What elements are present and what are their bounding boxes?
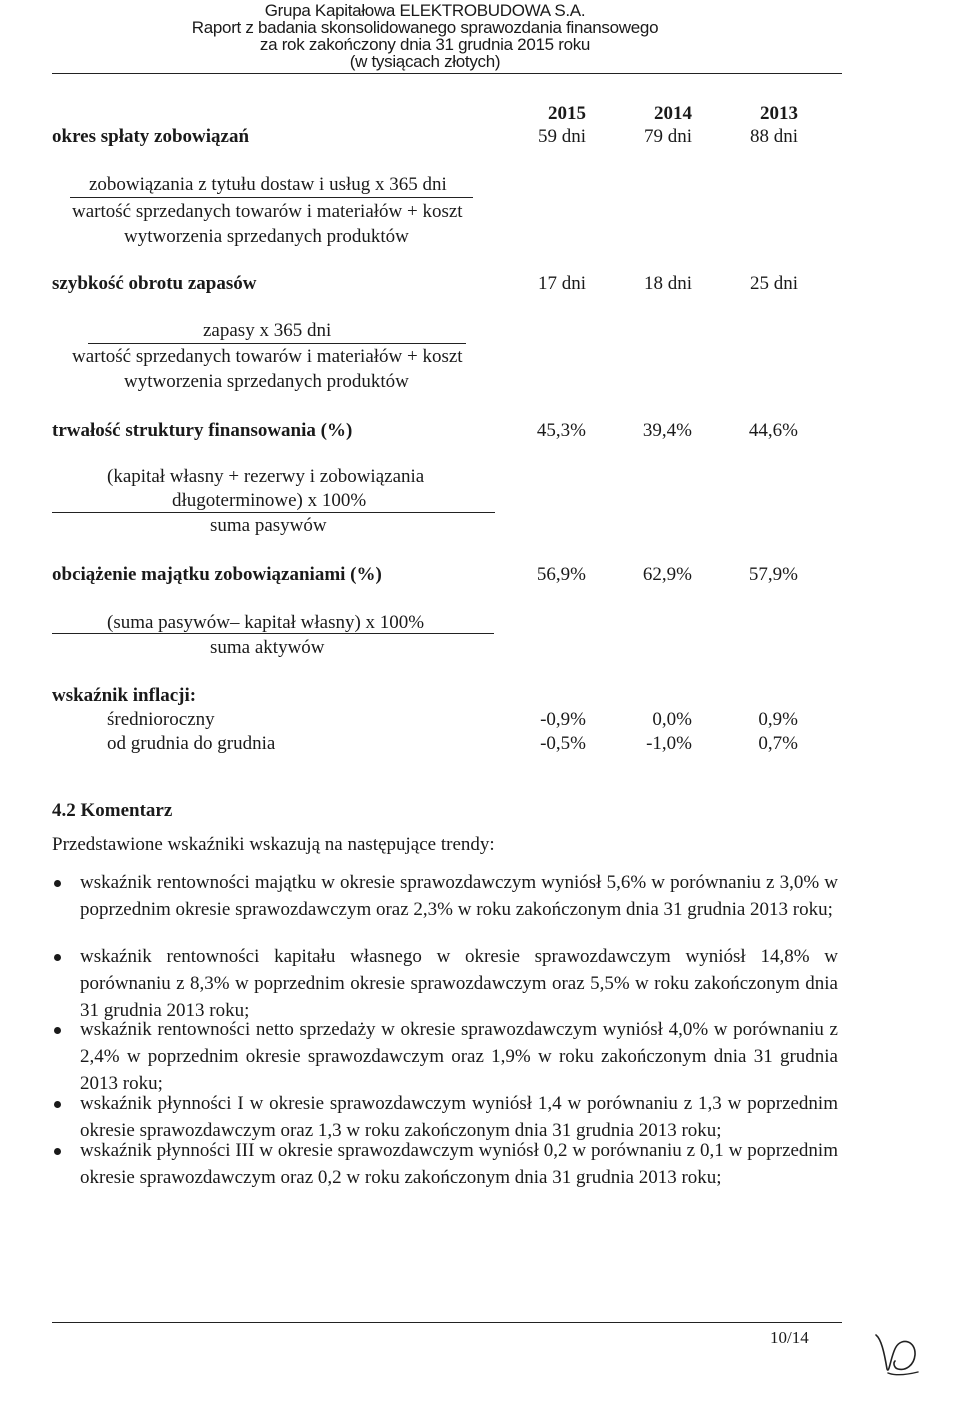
ratio-label-inventory-turnover: szybkość obrotu zapasów (52, 273, 257, 294)
bullet-dot (54, 1027, 61, 1034)
ratio-value: 17 dni (537, 273, 586, 294)
year-header-2015: 2015 (548, 103, 586, 124)
formula-numerator: zobowiązania z tytułu dostaw i usług x 365 dni (89, 174, 447, 195)
formula-fraction-line (70, 197, 473, 198)
inflation-value: -0,9% (540, 709, 586, 730)
ratio-label-payables-period: okres spłaty zobowiązań (52, 126, 250, 147)
commentary-bullet: wskaźnik płynności I w okresie sprawozdawczym wyniósł 1,4 w porównaniu z 1,3 w poprzednim okresie sprawozdawczym oraz 1,3 w roku zakończonym dnia 31 grudnia 2013 roku; (80, 1093, 838, 1141)
bullet-dot (54, 1148, 61, 1155)
commentary-bullet: wskaźnik rentowności kapitału własnego w okresie sprawozdawczym wyniósł 14,8% w porównaniu z 8,3% w poprzednim okresie sprawozdawczym oraz 5,5% w roku zakończonym dnia 31 grudnia 2013 roku; (80, 946, 838, 1021)
ratio-value: 57,9% (748, 564, 798, 585)
ratio-value: 18 dni (643, 273, 692, 294)
formula-denominator: wytworzenia sprzedanych produktów (124, 226, 409, 247)
page-number: 10/14 (770, 1328, 809, 1347)
ratio-value: 62,9% (642, 564, 692, 585)
inflation-value: -1,0% (646, 733, 692, 754)
ratio-value: 39,4% (642, 420, 692, 441)
bullet-dot (54, 1101, 61, 1108)
inflation-row-label: średnioroczny (107, 709, 215, 730)
ratio-value: 88 dni (749, 126, 798, 147)
formula-numerator: długoterminowe) x 100% (172, 490, 367, 511)
formula-denominator: suma pasywów (210, 515, 327, 536)
currency-note: (w tysiącach złotych) (349, 52, 501, 71)
formula-denominator: suma aktywów (210, 637, 325, 658)
footer-divider (52, 1322, 842, 1323)
bullet-dot (54, 880, 61, 887)
inflation-label: wskaźnik inflacji: (52, 685, 197, 706)
formula-fraction-line (88, 343, 466, 344)
ratio-label-financing-stability: trwałość struktury finansowania (%) (52, 420, 353, 441)
inflation-value: -0,5% (540, 733, 586, 754)
inflation-row-label: od grudnia do grudnia (107, 733, 276, 754)
commentary-bullet: wskaźnik rentowności netto sprzedaży w okresie sprawozdawczym wyniósł 4,0% w porównaniu z 2,4% w poprzednim okresie sprawozdawczym oraz 1,9% w roku zakończonym dnia 31 grudnia 2013 roku; (80, 1019, 838, 1094)
ratio-value: 25 dni (749, 273, 798, 294)
formula-numerator: (kapitał własny + rezerwy i zobowiązania (107, 466, 425, 487)
company-name: Grupa Kapitałowa ELEKTROBUDOWA S.A. (264, 1, 586, 20)
section-heading: 4.2 Komentarz (52, 800, 173, 821)
inflation-value: 0,9% (758, 709, 798, 730)
commentary-bullet: wskaźnik płynności III w okresie sprawozdawczym wyniósł 0,2 w porównaniu z 0,1 w poprzednim okresie sprawozdawczym oraz 0,2 w roku zakończonym dnia 31 grudnia 2013 roku; (80, 1140, 838, 1188)
formula-numerator: (suma pasywów– kapitał własny) x 100% (107, 612, 425, 633)
ratio-value: 79 dni (643, 126, 692, 147)
report-title: Raport z badania skonsolidowanego sprawozdania finansowego (191, 18, 659, 37)
year-header-2013: 2013 (760, 103, 798, 124)
ratio-value: 56,9% (536, 564, 586, 585)
formula-denominator: wartość sprzedanych towarów i materiałów + koszt (72, 201, 463, 222)
formula-fraction-line (52, 633, 494, 634)
bullet-dot (54, 954, 61, 961)
commentary-intro: Przedstawione wskaźniki wskazują na następujące trendy: (52, 834, 495, 855)
inflation-value: 0,7% (758, 733, 798, 754)
formula-denominator: wartość sprzedanych towarów i materiałów + koszt (72, 346, 463, 367)
ratio-value: 45,3% (536, 420, 586, 441)
ratio-value: 44,6% (748, 420, 798, 441)
initials-signature (872, 1325, 922, 1381)
year-header-2014: 2014 (654, 103, 692, 124)
formula-fraction-line (52, 512, 495, 513)
report-period: za rok zakończony dnia 31 grudnia 2015 roku (259, 35, 591, 54)
inflation-value: 0,0% (652, 709, 692, 730)
ratio-value: 59 dni (537, 126, 586, 147)
formula-numerator: zapasy x 365 dni (203, 320, 332, 341)
commentary-bullet: wskaźnik rentowności majątku w okresie sprawozdawczym wyniósł 5,6% w porównaniu z 3,0% w poprzednim okresie sprawozdawczym oraz 2,3% w roku zakończonym dnia 31 grudnia 2013 roku; (80, 872, 838, 920)
formula-denominator: wytworzenia sprzedanych produktów (124, 371, 409, 392)
header-divider (52, 73, 842, 74)
ratio-label-asset-burden: obciążenie majątku zobowiązaniami (%) (52, 564, 382, 585)
